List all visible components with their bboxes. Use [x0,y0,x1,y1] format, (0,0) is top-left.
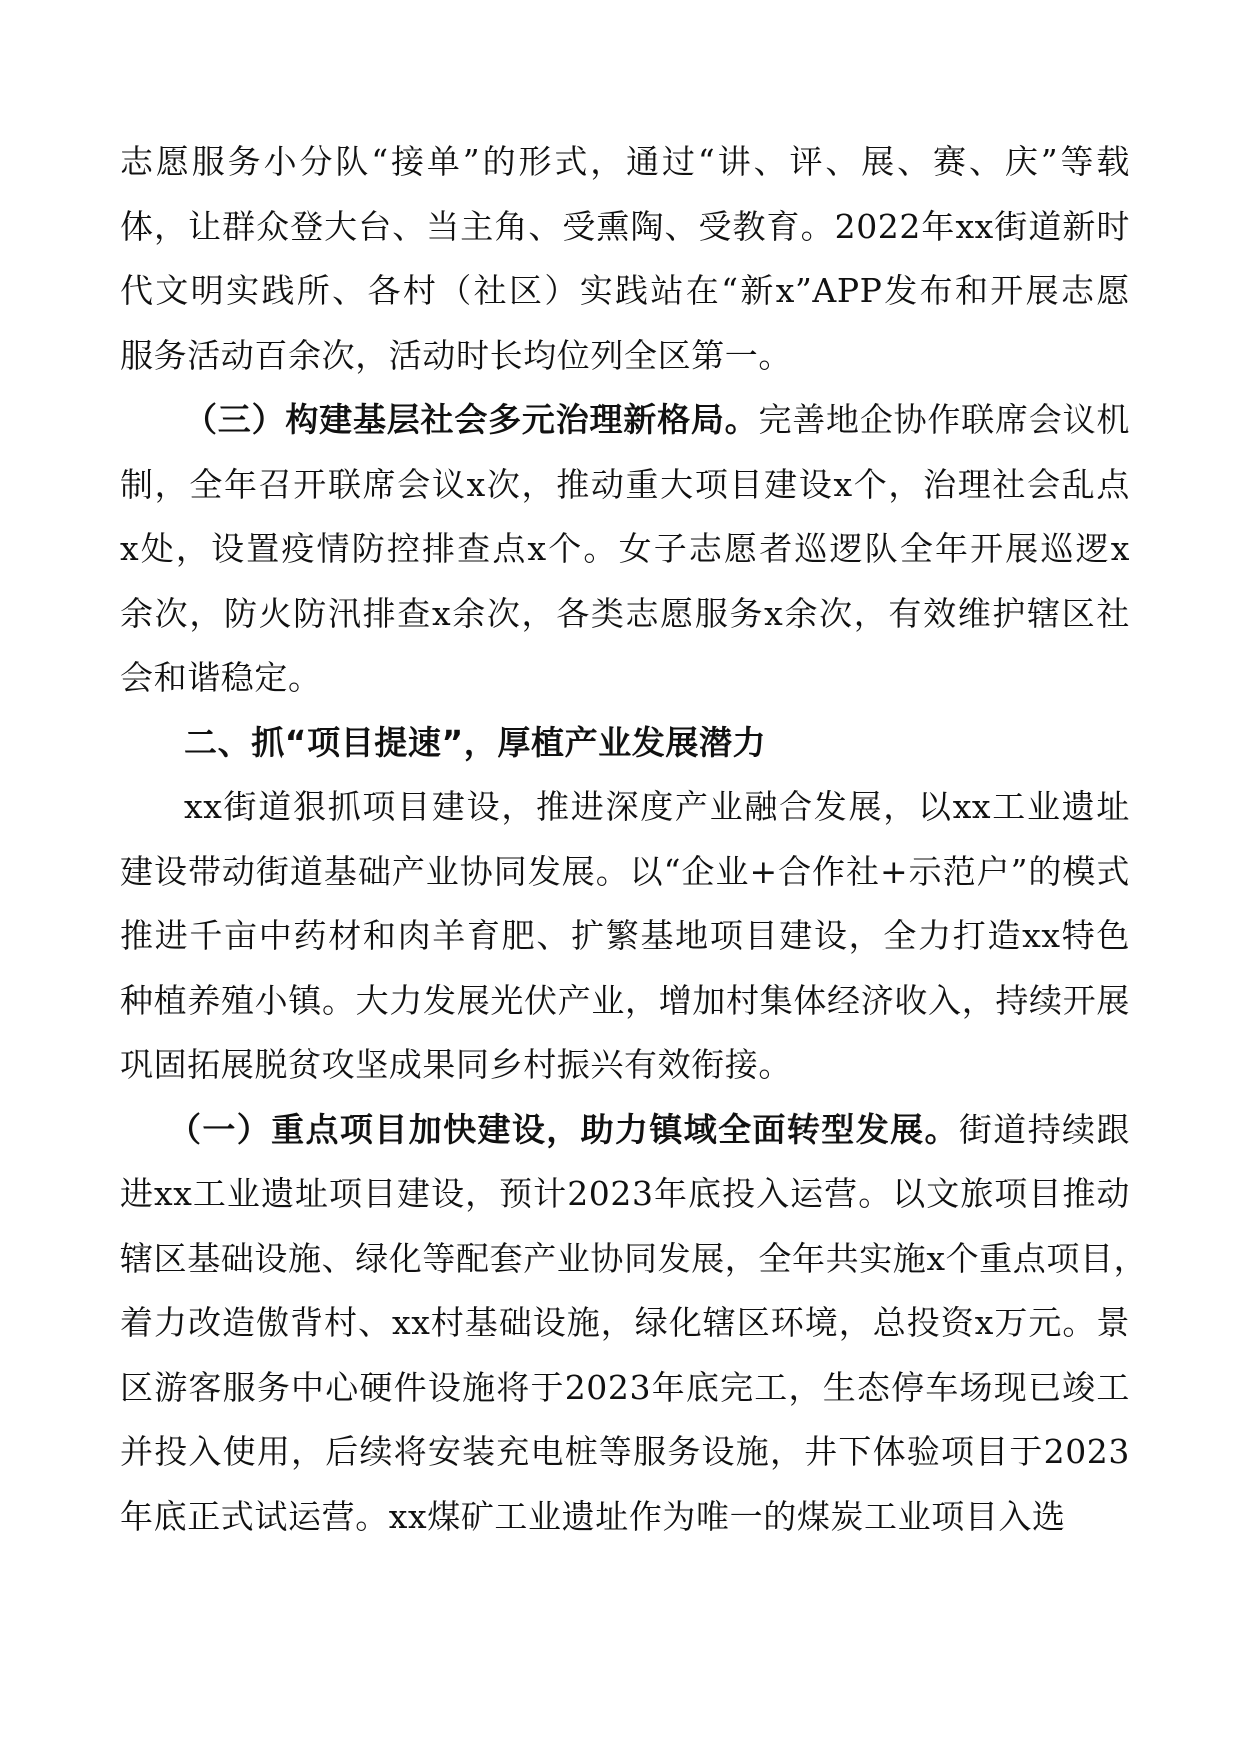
paragraph-industry [120,775,1130,1098]
text-line: 进xx工业遗址项目建设，预计2023年底投入运营。以文旅项目推动 [120,1174,1130,1213]
text-line: 着力改造傲背村、xx村基础设施，绿化辖区环境，总投资x万元。景 [120,1303,1130,1342]
text-line: 制，全年召开联席会议x次，推动重大项目建设x个，治理社会乱点 [120,464,1130,504]
text-line [120,388,1130,453]
paragraph-governance [120,388,1130,711]
text-line: 辖区基础设施、绿化等配套产业协同发展，全年共实施x个重点项目， [120,1238,1148,1278]
section-heading: 二、抓“项目提速”，厚植产业发展潜力 [184,722,767,762]
text-line: 会和谐稳定。 [120,658,322,697]
paragraph-volunteer-service [120,130,1130,388]
text-line: 余次，防火防汛排查x余次，各类志愿服务x余次，有效维护辖区社 [120,593,1130,633]
text-run: 完善地企协作联席会议机 [758,400,1130,439]
text-line: 区游客服务中心硬件设施将于2023年底完工，生态停车场现已竣工 [120,1367,1130,1407]
text-line: 体，让群众登大台、当主角、受熏陶、受教育。2022年xx街道新时 [120,206,1130,246]
text-line: 推进千亩中药材和肉羊育肥、扩繁基地项目建设，全力打造xx特色 [120,916,1130,955]
text-line: xx街道狠抓项目建设，推进深度产业融合发展，以xx工业遗址 [184,787,1130,826]
text-line: x处，设置疫情防控排查点x个。女子志愿者巡逻队全年开展巡逻x [120,529,1130,568]
text-line: 志愿服务小分队“接单”的形式，通过“讲、评、展、赛、庆”等载 [120,142,1130,181]
text-line: 年底正式试运营。xx煤矿工业遗址作为唯一的煤炭工业项目入选 [120,1496,1066,1536]
text-line: 巩固拓展脱贫攻坚成果同乡村振兴有效衔接。 [120,1045,792,1084]
text-line: 代文明实践所、各村（社区）实践站在“新x”APP发布和开展志愿 [120,271,1130,310]
section-subheading: （三）构建基层社会多元治理新格局。 [184,400,759,439]
text-run: 街道持续跟 [958,1109,1130,1149]
paragraph-key-projects [120,1098,1148,1550]
document-body [120,130,1148,1549]
text-line: 建设带动街道基础产业协同发展。以“企业+合作社+示范户”的模式 [120,851,1130,891]
text-line [120,1098,1130,1163]
text-line: 并投入使用，后续将安装充电桩等服务设施，井下体验项目于2023 [120,1432,1130,1471]
text-line: 种植养殖小镇。大力发展光伏产业，增加村集体经济收入，持续开展 [120,980,1130,1020]
text-line: 服务活动百余次，活动时长均位列全区第一。 [120,335,792,375]
section-subheading: （一）重点项目加快建设，助力镇域全面转型发展。 [168,1109,959,1149]
